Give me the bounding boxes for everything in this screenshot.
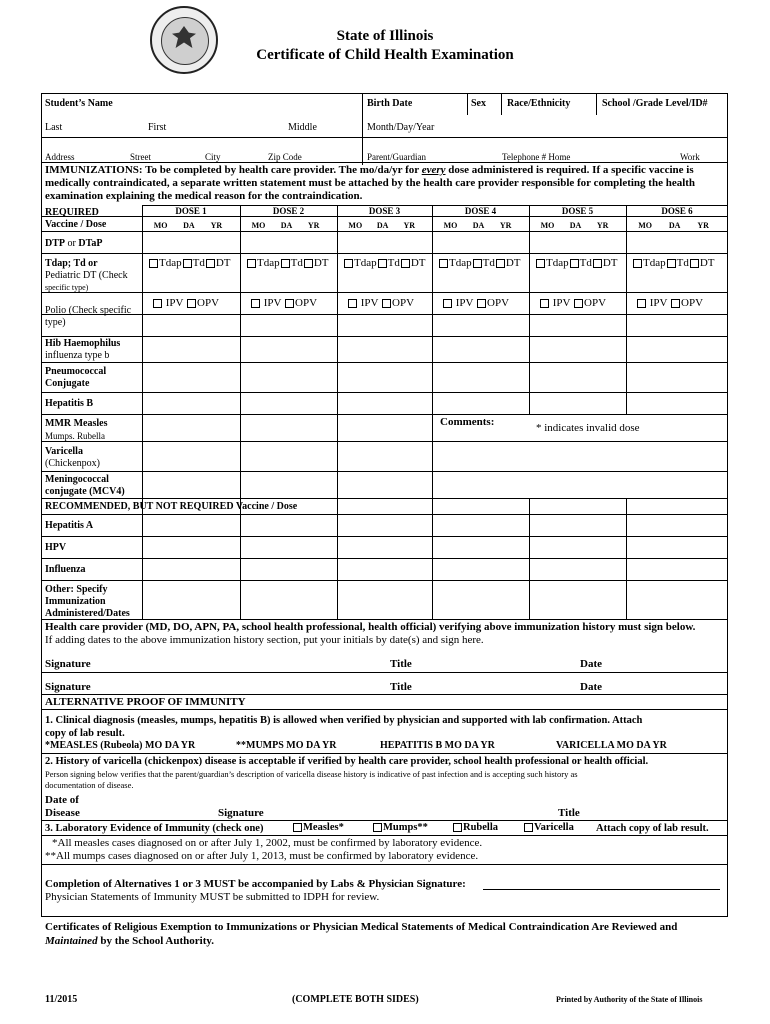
immunization-intro: IMMUNIZATIONS: To be completed by health care provider. The mo/da/yr for every dose administered is required. If a specific vaccine is medically contraindicated, a separate written statement must be attached by the health care provider responsible for completing the health examination explaining the medical reason for the contraindication.: [45, 164, 696, 202]
checkbox-icon: [373, 823, 382, 832]
page-title: State of Illinois: [336, 28, 434, 44]
students-name-label: Student’s Name: [45, 98, 113, 109]
checkbox-icon: [206, 259, 215, 268]
dose-3-mo-label: MO: [348, 221, 363, 230]
dose-1-tdap-options[interactable]: Tdap Td DT: [148, 257, 231, 269]
vaccine-polio: Polio (Check specific type): [45, 305, 132, 328]
vaccine-hepatitis-a: Hepatitis A: [45, 520, 94, 531]
checkbox-icon: [348, 299, 357, 308]
vaccine-dose-label: Vaccine / Dose: [45, 219, 107, 230]
form-date-code: 11/2015: [45, 994, 78, 1005]
checkbox-icon: [378, 259, 387, 268]
measles-confirmation-note: *All measles cases diagnosed on or after July 1, 2002, must be confirmed by laboratory evidence.: [52, 837, 483, 849]
physician-statements-note: Physician Statements of Immunity MUST be submitted to IDPH for review.: [45, 891, 380, 903]
telephone-label: Telephone # Home: [502, 152, 571, 162]
alt-item-2: 2. History of varicella (chickenpox) disease is acceptable if verified by health care provider, school health professional or health official.: [45, 756, 649, 767]
dose-header-1: DOSE 1: [175, 206, 207, 216]
checkbox-icon: [540, 299, 549, 308]
checkbox-icon: [304, 259, 313, 268]
alt-item-3: 3. Laboratory Evidence of Immunity (check one): [45, 823, 264, 834]
date-of-disease-label[interactable]: Date of Disease: [45, 794, 80, 819]
religious-exemption-note-cont: Maintained by the School Authority.: [45, 935, 215, 947]
completion-statement: Completion of Alternatives 1 or 3 MUST be accompanied by Labs & Physician Signature:: [45, 878, 466, 890]
alt-signature[interactable]: Signature: [218, 807, 264, 819]
checkbox-icon: [667, 259, 676, 268]
printed-by-note: Printed by Authority of the State of Illinois: [556, 995, 703, 1004]
dose-header-6: DOSE 6: [661, 206, 693, 216]
mumps-confirmation-note: **All mumps cases diagnosed on or after July 1, 2013, must be confirmed by laboratory evidence.: [45, 850, 479, 862]
vaccine-tdap: Tdap; Td or Pediatric DT (Check specific type): [45, 258, 128, 292]
dose-4-tdap-options[interactable]: Tdap Td DT: [438, 257, 521, 269]
dose-1-polio-options[interactable]: IPV OPV: [152, 297, 219, 309]
race-label: Race/Ethnicity: [507, 98, 571, 109]
school-label: School /Grade Level/ID#: [602, 98, 708, 109]
comments-label: Comments:: [440, 416, 495, 428]
dose-3-polio-options[interactable]: IPV OPV: [347, 297, 414, 309]
checkbox-icon: [149, 259, 158, 268]
provider-title-1[interactable]: Title: [390, 658, 412, 670]
provider-date-1[interactable]: Date: [580, 658, 602, 670]
vaccine-mmr: MMR Measles Mumps. Rubella: [45, 418, 108, 441]
alt-hepb-date[interactable]: HEPATITIS B MO DA YR: [380, 740, 495, 751]
alt-mumps-date[interactable]: **MUMPS MO DA YR: [236, 740, 337, 751]
invalid-dose-note: * indicates invalid dose: [536, 422, 640, 434]
checkbox-icon: [187, 299, 196, 308]
dose-4-polio-options[interactable]: IPV OPV: [442, 297, 509, 309]
checkbox-icon: [671, 299, 680, 308]
alt-item-2-note: Person signing below verifies that the parent/guardian’s description of varicella disease history is indicative of past infection and is accepting such history as documentation of disease.: [45, 769, 578, 790]
parent-label: Parent/Guardian: [367, 152, 426, 162]
vaccine-other: Other: Specify Immunization Administered/Dates: [45, 584, 130, 619]
recommended-label: RECOMMENDED, BUT NOT REQUIRED Vaccine / Dose: [45, 501, 298, 512]
dose-1-yr-label: YR: [210, 221, 223, 230]
dose-2-yr-label: YR: [307, 221, 320, 230]
checkbox-icon: [524, 823, 533, 832]
checkbox-icon: [496, 259, 505, 268]
checkbox-icon: [477, 299, 486, 308]
dose-5-yr-label: YR: [596, 221, 609, 230]
dose-header-4: DOSE 4: [464, 206, 497, 216]
sex-label: Sex: [471, 98, 486, 109]
alt-measles-date[interactable]: *MEASLES (Rubeola) MO DA YR: [45, 740, 196, 751]
attach-lab-note: Attach copy of lab result.: [596, 823, 709, 834]
dose-6-da-label: DA: [668, 221, 681, 230]
provider-date-2[interactable]: Date: [580, 681, 602, 693]
complete-both-sides: (COMPLETE BOTH SIDES): [292, 994, 419, 1005]
vaccine-meningococcal: Meningococcal conjugate (MCV4): [45, 474, 125, 497]
provider-statement: Health care provider (MD, DO, APN, PA, school health professional, health official) verifying above immunization history must sign below.: [45, 621, 696, 633]
lab-rubella-checkbox[interactable]: Rubella: [452, 822, 498, 833]
vaccine-pneumococcal: Pneumococcal Conjugate: [45, 366, 107, 389]
address-label: Address: [45, 152, 75, 162]
checkbox-icon: [536, 259, 545, 268]
vaccine-hepatitis-b: Hepatitis B: [45, 398, 94, 409]
checkbox-icon: [247, 259, 256, 268]
dose-4-da-label: DA: [472, 221, 485, 230]
dose-header-2: DOSE 2: [272, 206, 305, 216]
lab-varicella-checkbox[interactable]: Varicella: [523, 822, 574, 833]
lab-mumps-checkbox[interactable]: Mumps**: [372, 822, 428, 833]
dose-4-yr-label: YR: [499, 221, 512, 230]
street-label: Street: [130, 152, 151, 162]
checkbox-icon: [251, 299, 260, 308]
dose-5-da-label: DA: [569, 221, 582, 230]
checkbox-icon: [574, 299, 583, 308]
checkbox-icon: [443, 299, 452, 308]
checkbox-icon: [293, 823, 302, 832]
checkbox-icon: [344, 259, 353, 268]
checkbox-icon: [473, 259, 482, 268]
vaccine-varicella: Varicella (Chickenpox): [45, 446, 100, 469]
dose-2-tdap-options[interactable]: Tdap Td DT: [246, 257, 329, 269]
checkbox-icon: [633, 259, 642, 268]
dose-header-3: DOSE 3: [368, 206, 401, 216]
dose-5-mo-label: MO: [540, 221, 555, 230]
dose-6-tdap-options[interactable]: Tdap Td DT: [632, 257, 715, 269]
checkbox-icon: [453, 823, 462, 832]
completion-signature-line[interactable]: [483, 889, 720, 890]
dose-5-tdap-options[interactable]: Tdap Td DT: [535, 257, 618, 269]
vaccine-hib: Hib Haemophilus influenza type b: [45, 338, 121, 361]
city-label: City: [205, 152, 221, 162]
first-label: First: [148, 122, 167, 133]
work-label: Work: [680, 152, 700, 162]
checkbox-icon: [281, 259, 290, 268]
provider-signature-1[interactable]: Signature: [45, 658, 91, 670]
checkbox-icon: [382, 299, 391, 308]
birth-date-label: Birth Date: [367, 98, 413, 109]
checkbox-icon: [439, 259, 448, 268]
dose-3-da-label: DA: [376, 221, 389, 230]
dose-1-mo-label: MO: [153, 221, 168, 230]
dose-3-yr-label: YR: [403, 221, 416, 230]
required-label: REQUIRED: [45, 207, 99, 218]
dose-5-polio-options[interactable]: IPV OPV: [539, 297, 606, 309]
dose-6-yr-label: YR: [697, 221, 709, 230]
provider-title-2[interactable]: Title: [390, 681, 412, 693]
zip-label: Zip Code: [268, 152, 302, 162]
vaccine-dtp: DTP or DTaP: [45, 238, 103, 249]
checkbox-icon: [183, 259, 192, 268]
checkbox-icon: [401, 259, 410, 268]
provider-signature-2[interactable]: Signature: [45, 681, 91, 693]
dose-6-mo-label: MO: [638, 221, 653, 230]
alt-item-1: 1. Clinical diagnosis (measles, mumps, hepatitis B) is allowed when verified by physician and supported with lab confirmation. Attach: [45, 715, 643, 726]
dose-2-polio-options[interactable]: IPV OPV: [250, 297, 317, 309]
vaccine-hpv: HPV: [45, 542, 67, 553]
religious-exemption-note: Certificates of Religious Exemption to Immunizations or Physician Medical Statements of Medical Contraindication Are Reviewed and: [45, 921, 678, 933]
birth-format-label: Month/Day/Year: [367, 122, 435, 133]
dose-2-da-label: DA: [280, 221, 293, 230]
dose-2-mo-label: MO: [251, 221, 266, 230]
provider-initials-note: If adding dates to the above immunization history section, put your initials by date(s) and sign here.: [45, 634, 484, 646]
checkbox-icon: [570, 259, 579, 268]
vaccine-influenza: Influenza: [45, 564, 86, 575]
lab-measles-checkbox[interactable]: Measles*: [292, 822, 344, 833]
checkbox-icon: [690, 259, 699, 268]
checkbox-icon: [593, 259, 602, 268]
dose-1-da-label: DA: [183, 221, 195, 230]
checkbox-icon: [153, 299, 162, 308]
alt-varicella-date[interactable]: VARICELLA MO DA YR: [556, 740, 667, 751]
middle-label: Middle: [288, 122, 317, 133]
page-subtitle: Certificate of Child Health Examination: [256, 47, 514, 63]
dose-3-tdap-options[interactable]: Tdap Td DT: [343, 257, 426, 269]
alternative-heading: ALTERNATIVE PROOF OF IMMUNITY: [45, 696, 246, 708]
dose-4-mo-label: MO: [443, 221, 458, 230]
checkbox-icon: [285, 299, 294, 308]
alt-item-1-cont: copy of lab result.: [45, 728, 125, 739]
dose-header-5: DOSE 5: [561, 206, 594, 216]
dose-6-polio-options[interactable]: IPV OPV: [636, 297, 703, 309]
last-label: Last: [45, 122, 63, 133]
checkbox-icon: [637, 299, 646, 308]
alt-title[interactable]: Title: [558, 807, 580, 819]
